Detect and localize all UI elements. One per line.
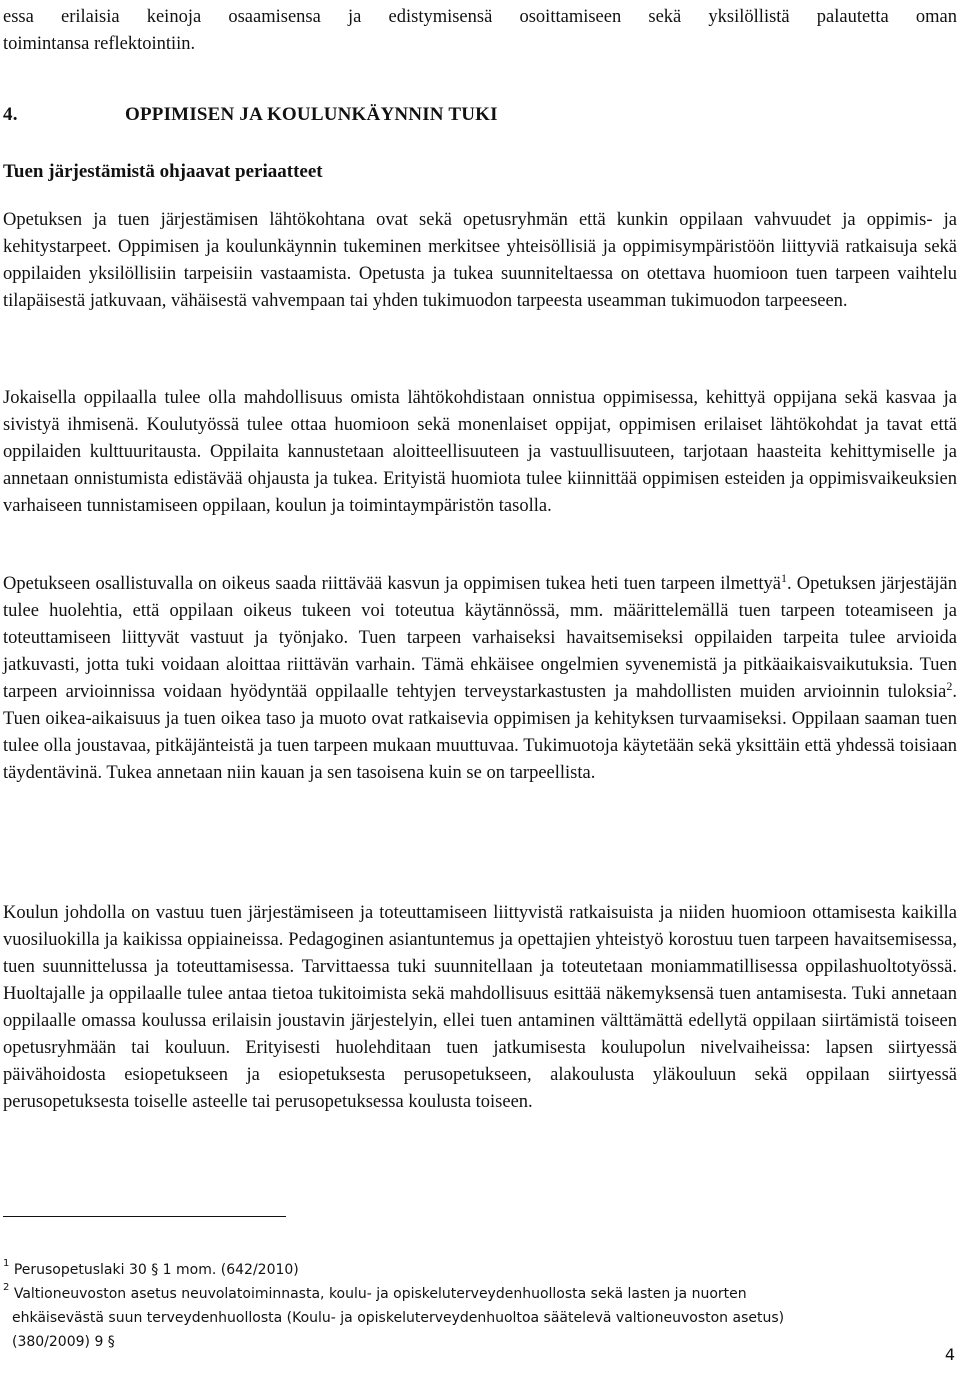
- section-subtitle: Tuen järjestämistä ohjaavat periaatteet: [3, 161, 323, 182]
- footnote-2-line-1: Valtioneuvoston asetus neuvolatoiminnasta, koulu- ja opiskeluterveydenhuollosta sekä lasten ja nuorten: [13, 1286, 747, 1302]
- paragraph-2: [3, 385, 957, 520]
- section-number: 4.: [3, 104, 18, 125]
- paragraph-2-text: Jokaisella oppilaalla tulee olla mahdollisuus omista lähtökohdistaan onnistua oppimisessa, kehittyä oppijana sekä kasvaa ja sivistyä ihmisenä. Koulutyössä tulee ottaa huomioon sekä monenlaiset oppijat, oppimisen erilaiset lähtökohdat ja tavat että oppilaiden kulttuuritausta. Oppilaita kannustetaan aloitteellisuuteen ja vastuullisuuteen, tarjotaan haasteita kehittymiselle ja annetaan onnistumista edistävää ohjausta ja tukea. Erityistä huomiota tulee kiinnittää oppimisen esteiden ja oppimisvaikeuksien varhaiseen tunnistamiseen oppilaan, koulun ja toimintaympäristön tasolla.: [3, 388, 957, 516]
- footnote-ref-2[interactable]: 2: [946, 679, 953, 693]
- intro-paragraph: [3, 4, 957, 58]
- footnote-ref-1[interactable]: 1: [780, 571, 787, 585]
- footnote-2-number: 2: [3, 1282, 10, 1293]
- section-heading: [3, 104, 498, 126]
- footnote-2: [3, 1282, 957, 1354]
- paragraph-3-text: [3, 571, 957, 787]
- paragraph-4: [3, 900, 957, 1116]
- paragraph-3-part-c: . Tuen oikea-aikaisuus ja tuen oikea taso ja muoto ovat ratkaisevia oppimisen ja kehityksen turvaamiseksi. Oppilaan saaman tuen tulee olla joustavaa, pitkäjänteistä ja tuen tarpeen mukaan muuttuvaa. Tukimuotoja käytetään sekä yksittäin että yhdessä toisiaan täydentävinä. Tukea annetaan niin kauan ja sen tasoisena kuin se on tarpeellista.: [3, 682, 957, 783]
- footnote-separator: [3, 1216, 286, 1217]
- paragraph-3-part-b: . Opetuksen järjestäjän tulee huolehtia, että oppilaan oikeus tukeen voi toteutua käytännössä, mm. määrittelemällä tuen tarpeen toteamiseen ja toteuttamiseen liittyvät vastuut ja työnjako. Tuen tarpeen varhaiseksi havaitsemiseksi oppilaiden tarpeita tulee arvioida jatkuvasti, jotta tuki voidaan aloittaa riittävän varhain. Tämä ehkäisee ongelmien syvenemistä ja pitkäaikaisvaikutuksia. Tuen tarpeen arvioinnissa voidaan hyödyntää oppilaalle tehtyjen terveystarkastusten ja mahdollisten muiden arvioinnin tuloksia: [3, 574, 957, 702]
- paragraph-1: [3, 207, 957, 315]
- footnote-1-text: Perusopetuslaki 30 § 1 mom. (642/2010): [13, 1262, 299, 1278]
- page-number: 4: [944, 1345, 955, 1364]
- intro-line-2: toimintansa reflektointiin.: [3, 34, 196, 54]
- intro-line-1: essa erilaisia keinoja osaamisensa ja edistymisensä osoittamiseen sekä yksilöllistä palautetta oman: [3, 7, 957, 27]
- paragraph-3-part-a: Opetukseen osallistuvalla on oikeus saada riittävää kasvun ja oppimisen tukea heti tuen tarpeen ilmettyä: [3, 574, 781, 594]
- footnote-1-number: 1: [3, 1258, 10, 1269]
- footnote-2-line-3: (380/2009) 9 §: [12, 1334, 115, 1350]
- paragraph-3: [3, 571, 957, 787]
- paragraph-4-text: Koulun johdolla on vastuu tuen järjestämiseen ja toteuttamiseen liittyvistä ratkaisuista ja niiden huomioon ottamisesta kaikilla vuosiluokilla ja kaikissa oppiaineissa. Pedagoginen asiantuntemus ja opettajien yhteistyö korostuu tuen tarpeen havaitsemisessa, tuen suunnittelussa ja toteuttamisessa. Tarvittaessa tuki suunnitellaan ja toteutetaan moniammatillisessa oppilashuoltotyössä. Huoltajalle ja oppilaalle tulee antaa tietoa tukitoimista sekä mahdollisuus esittää näkemyksensä tuen antamisesta. Tuki annetaan oppilaalle omassa koulussa erilaisin joustavin järjestelyin, ellei tuen antaminen välttämättä edellytä oppilaan siirtämistä toiseen opetusryhmään tai kouluun. Erityisesti huolehditaan tuen jatkumisesta koulupolun nivelvaiheissa: lapsen siirtyessä päivähoidosta esiopetukseen ja esiopetuksesta perusopetukseen, alakoulusta yläkouluun sekä oppilaan siirtyessä perusopetuksesta toiselle asteelle tai perusopetuksessa koulusta toiseen.: [3, 903, 957, 1112]
- footnote-1: [3, 1258, 957, 1282]
- paragraph-1-text: Opetuksen ja tuen järjestämisen lähtökohtana ovat sekä opetusryhmän että kunkin oppilaan vahvuudet ja oppimis- ja kehitystarpeet. Oppimisen ja koulunkäynnin tukeminen merkitsee yhteisöllisiä ja oppimisympäristöön liittyviä ratkaisuja sekä oppilaiden yksilöllisiin tarpeisiin vastaamista. Opetusta ja tukea suunniteltaessa on otettava huomioon tuen tarpeen vaihtelu tilapäisestä jatkuvaan, vähäisestä vahvempaan tai yhden tukimuodon tarpeesta useamman tukimuodon tarpeeseen.: [3, 210, 957, 311]
- footnote-2-line-2: ehkäisevästä suun terveydenhuollosta (Koulu- ja opiskeluterveydenhuoltoa säätelevä valtioneuvoston asetus): [12, 1310, 785, 1326]
- section-title: OPPIMISEN JA KOULUNKÄYNNIN TUKI: [125, 104, 498, 125]
